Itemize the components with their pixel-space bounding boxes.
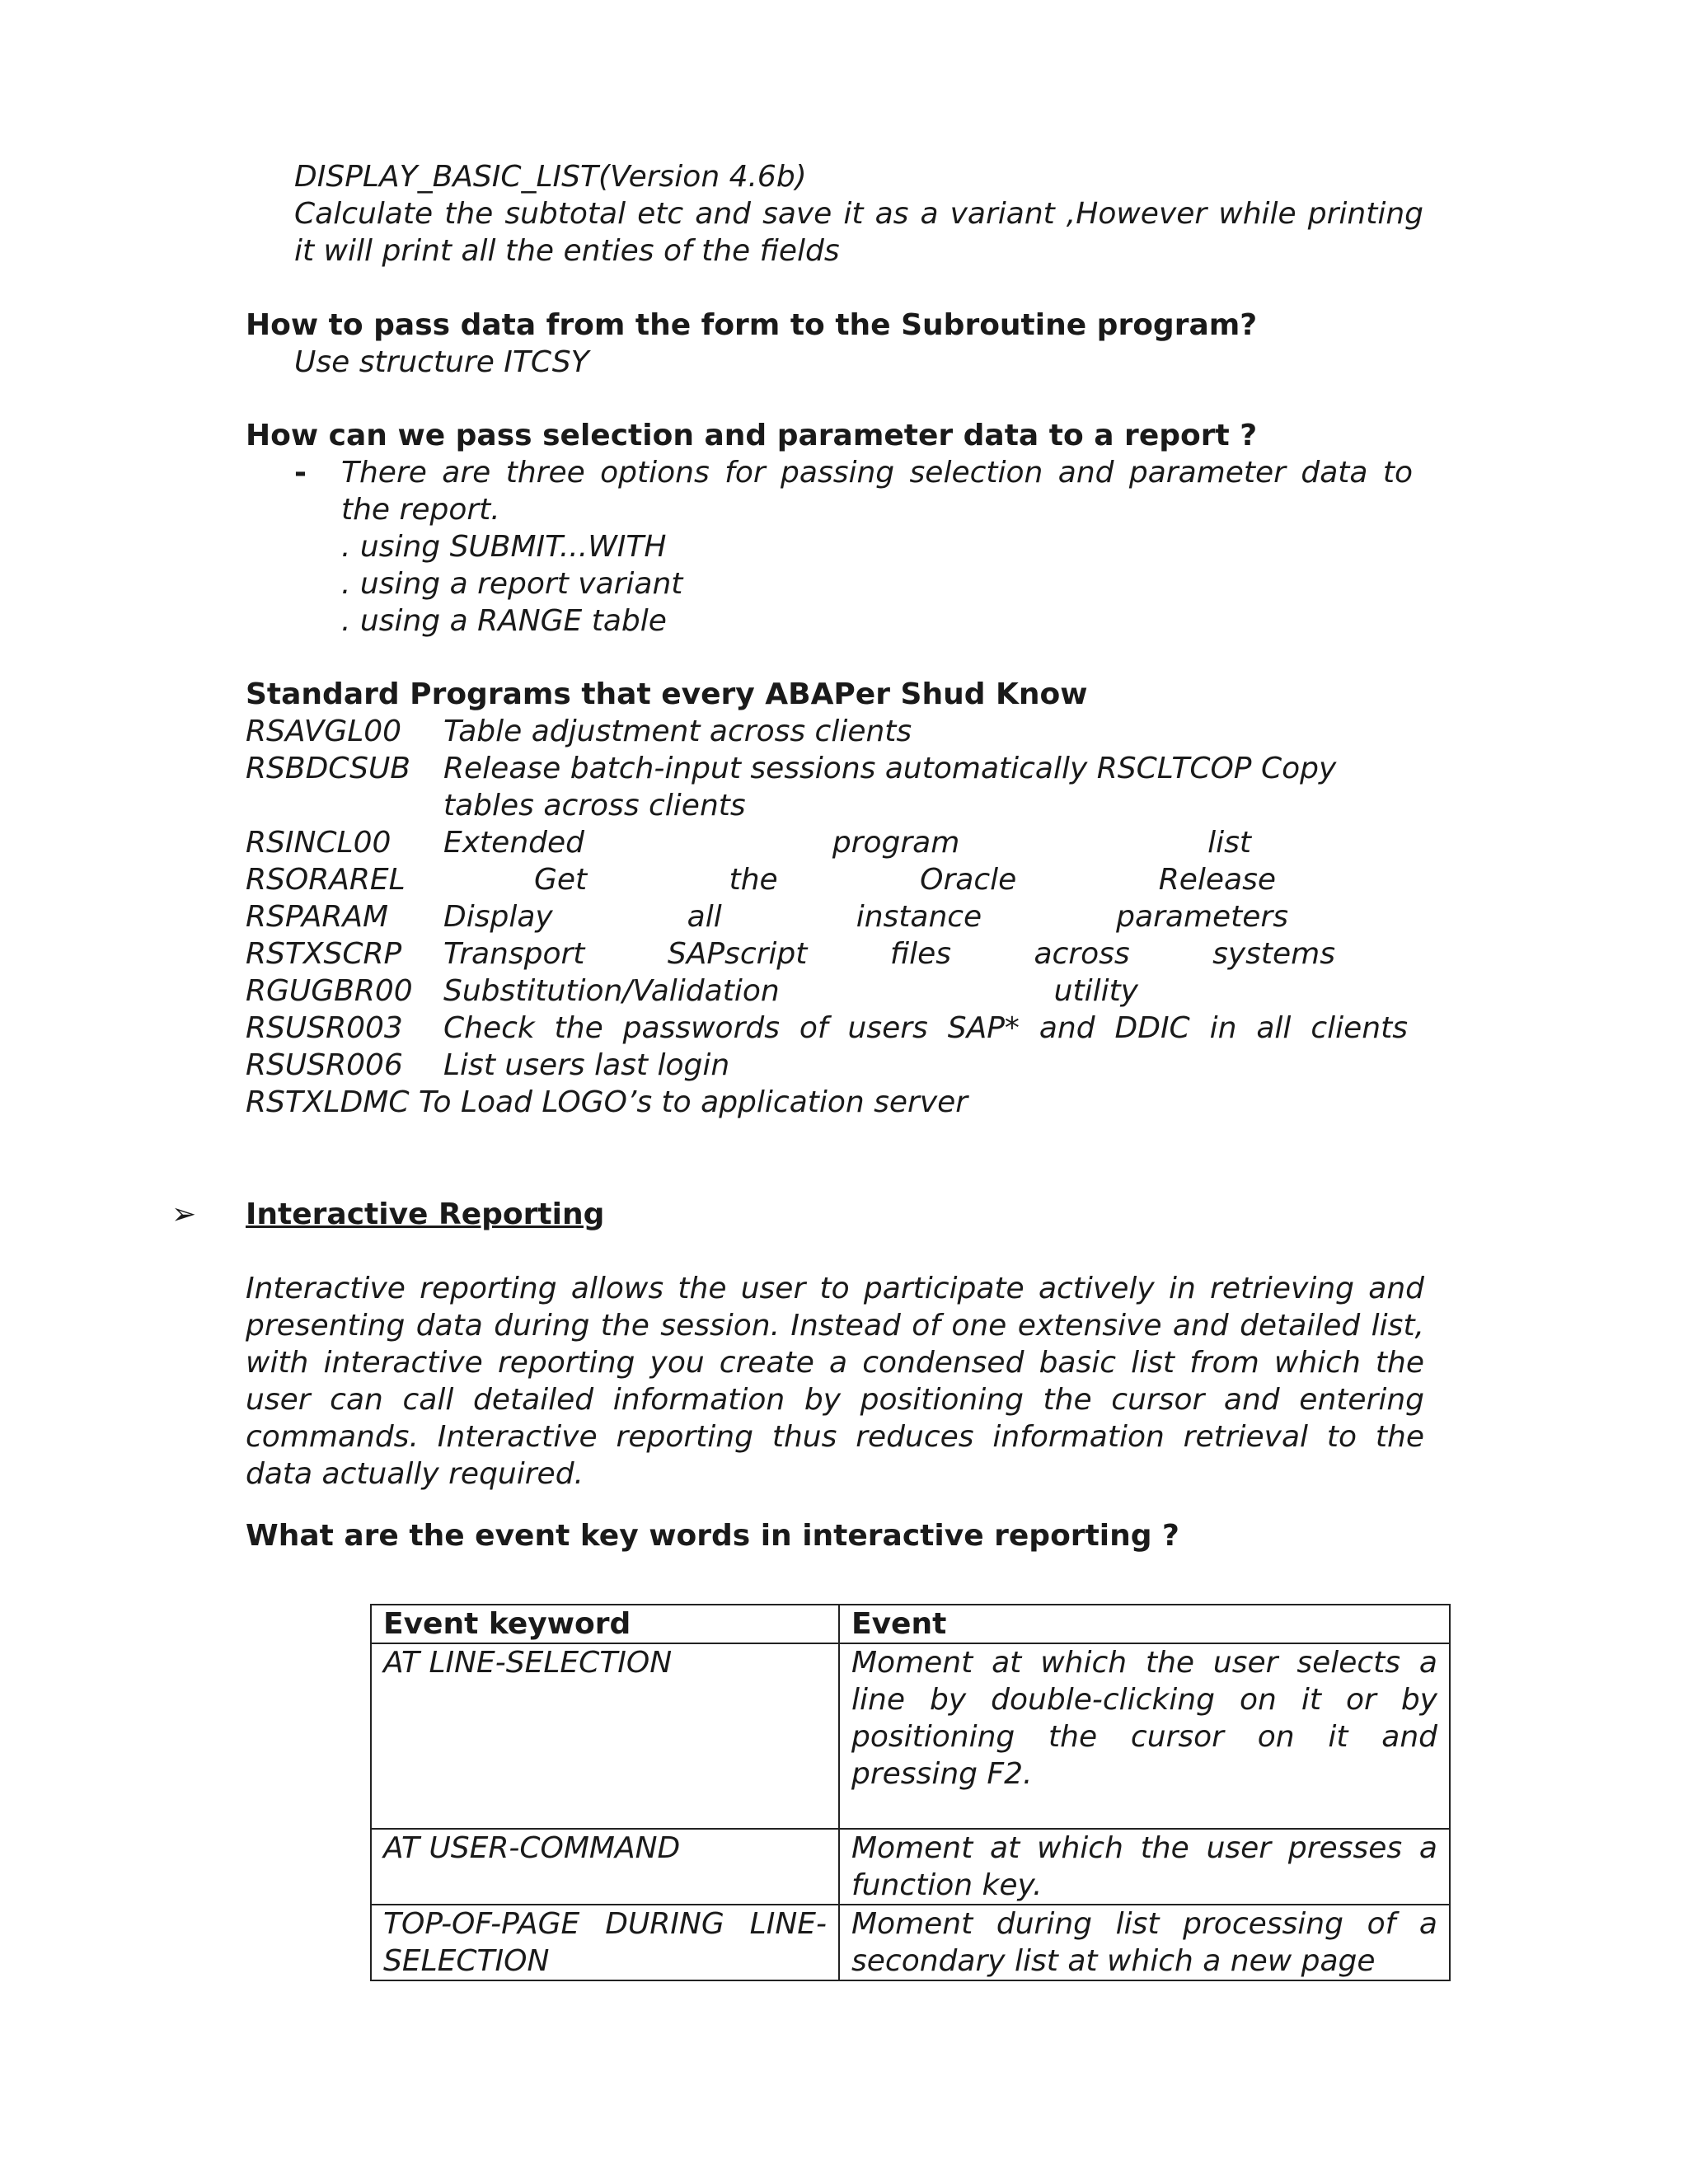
interactive-reporting-heading: Interactive Reporting [246,1197,605,1231]
arrow-bullet-icon: ➢ [171,1197,197,1231]
program-desc: Get the Oracle Release [534,863,1276,897]
program-row [246,713,1424,750]
option-item: . using SUBMIT...WITH [341,530,667,564]
program-row [246,861,1276,898]
program-code: RSINCL00 [246,826,392,860]
question-pass-data-form: How to pass data from the form to the Subroutine program? [246,308,1258,342]
option-item: . using a report variant [341,567,683,601]
program-row [246,935,1335,972]
table-header-cell: Event [839,1605,1450,1643]
program-row-last: RSTXLDMC To Load LOGO’s to application server [246,1085,968,1119]
program-desc: Transport SAPscript files across systems [443,937,1335,971]
table-row [371,1643,1450,1829]
table-cell-event: Moment during list processing of a secondary list at which a new page [839,1905,1450,1980]
program-desc: Table adjustment across clients [443,715,912,748]
table-header-cell: Event keyword [371,1605,839,1643]
program-desc: Display all instance parameters [443,900,1288,934]
program-desc: Release batch-input sessions automatically RSCLTCOP Copy [443,752,1337,785]
program-desc: Check the passwords of users SAP* and DDIC in all clients [443,1011,1408,1045]
program-row [246,824,1251,861]
bullet-dash: - [294,456,307,490]
table-row [371,1829,1450,1905]
table-cell-event: Moment at which the user selects a line by double-clicking on it or by positioning the cursor on it and pressing F2. [839,1643,1450,1829]
table-cell-event: Moment at which the user presses a function key. [839,1829,1450,1905]
program-desc: Extended program list [443,826,1251,860]
program-row-continuation [246,787,1424,824]
program-desc: Substitution/Validation utility [443,974,1138,1008]
table-cell-keyword: AT USER-COMMAND [371,1829,839,1905]
standard-programs-heading: Standard Programs that every ABAPer Shud Know [246,677,1088,711]
program-row [246,972,1138,1010]
program-row [246,1010,1408,1047]
table-cell-keyword: AT LINE-SELECTION [371,1643,839,1829]
program-code: RSORAREL [246,863,406,897]
answer-pass-data-form: Use structure ITCSY [294,345,589,379]
event-keywords-table [370,1604,1451,1981]
interactive-reporting-paragraph: Interactive reporting allows the user to participate actively in retrieving and presenting data during the session. Instead of one extensive and detailed list, with interactive reporting you create a condensed basic list from which the user can call detailed information by positioning the cursor and entering commands. Interactive reporting thus reduces information retrieval to the data actually required. [246,1272,1424,1491]
program-row [246,750,1424,787]
intro-line-2: Calculate the subtotal etc and save it as a variant ,However while printing it will print all the enties of the fields [294,197,1423,268]
program-code: RSUSR003 [246,1011,403,1045]
program-code: RSBDCSUB [246,752,410,785]
program-row [246,1047,1424,1084]
option-item: . using a RANGE table [341,604,667,638]
program-code: RSUSR006 [246,1048,403,1082]
program-code: RSAVGL00 [246,715,402,748]
question-pass-selection-data: How can we pass selection and parameter data to a report ? [246,419,1258,452]
program-desc: List users last login [443,1048,730,1082]
question-event-keywords: What are the event key words in interactive reporting ? [246,1519,1179,1553]
table-row [371,1905,1450,1980]
program-code: RGUGBR00 [246,974,413,1008]
table-header-row [371,1605,1450,1643]
answer-pass-selection-data: There are three options for passing selection and parameter data to the report. [341,456,1413,527]
program-desc-cont: tables across clients [443,789,746,823]
program-code: RSTXSCRP [246,937,402,971]
program-row [246,898,1288,935]
intro-line-1: DISPLAY_BASIC_LIST(Version 4.6b) [294,160,807,194]
table-cell-keyword: TOP-OF-PAGE DURING LINE-SELECTION [371,1905,839,1980]
program-code: RSPARAM [246,900,389,934]
